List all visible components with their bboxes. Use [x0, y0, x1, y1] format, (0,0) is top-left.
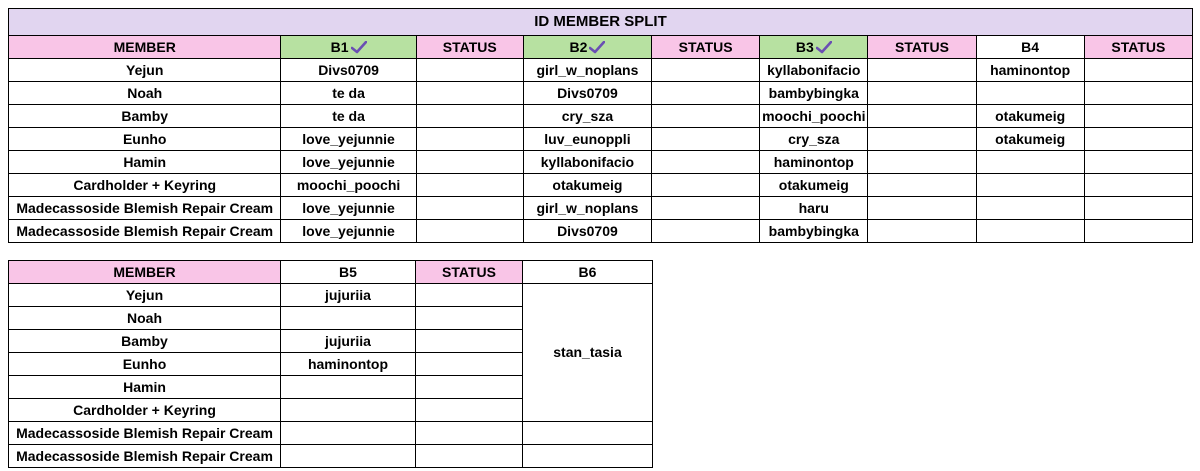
b6-cell[interactable] [523, 422, 653, 445]
b2-cell[interactable]: kyllabonifacio [523, 151, 651, 174]
b3-cell[interactable]: kyllabonifacio [760, 59, 868, 82]
status-cell[interactable] [652, 82, 760, 105]
b4-cell[interactable] [976, 197, 1084, 220]
status-cell[interactable] [652, 128, 760, 151]
status-cell[interactable] [416, 151, 523, 174]
header-b2[interactable] [523, 36, 651, 59]
status-cell[interactable] [652, 105, 760, 128]
status-cell[interactable] [652, 151, 760, 174]
member-cell[interactable]: Noah [9, 82, 281, 105]
b2-cell[interactable]: otakumeig [523, 174, 651, 197]
member-cell[interactable]: Madecassoside Blemish Repair Cream [9, 220, 281, 243]
status-cell[interactable] [416, 128, 523, 151]
status-cell[interactable] [868, 105, 976, 128]
table-row [9, 128, 1193, 151]
status-cell[interactable] [416, 59, 523, 82]
status-cell[interactable] [1084, 197, 1192, 220]
b5-cell[interactable] [281, 307, 416, 330]
status-cell[interactable] [416, 105, 523, 128]
member-cell[interactable]: Yejun [9, 59, 281, 82]
b3-cell[interactable]: haru [760, 197, 868, 220]
status-cell[interactable] [652, 197, 760, 220]
b6-cell[interactable]: stan_tasia [523, 284, 653, 422]
status-cell[interactable] [868, 220, 976, 243]
status-cell[interactable] [416, 422, 523, 445]
member-cell[interactable]: Bamby [9, 105, 281, 128]
member-cell[interactable]: Hamin [9, 376, 281, 399]
status-cell[interactable] [416, 174, 523, 197]
b3-cell[interactable]: otakumeig [760, 174, 868, 197]
member-cell[interactable]: Eunho [9, 128, 281, 151]
status-cell[interactable] [868, 59, 976, 82]
b4-cell[interactable] [976, 151, 1084, 174]
b5-cell[interactable]: jujuriia [281, 330, 416, 353]
status-cell[interactable] [416, 82, 523, 105]
b5-cell[interactable] [281, 399, 416, 422]
b1-cell[interactable]: love_yejunnie [281, 128, 416, 151]
b2-cell[interactable]: girl_w_noplans [523, 59, 651, 82]
status-cell[interactable] [868, 174, 976, 197]
b1-cell[interactable]: love_yejunnie [281, 197, 416, 220]
check-icon [816, 41, 832, 54]
title-row [9, 9, 1193, 36]
b1-cell[interactable]: te da [281, 105, 416, 128]
member-cell[interactable]: Eunho [9, 353, 281, 376]
b5-cell[interactable] [281, 445, 416, 468]
check-icon [351, 41, 367, 54]
status-cell[interactable] [1084, 128, 1192, 151]
status-cell[interactable] [416, 445, 523, 468]
b5-cell[interactable] [281, 376, 416, 399]
member-cell[interactable]: Noah [9, 307, 281, 330]
header-b2-label: B2 [569, 38, 588, 55]
header-status[interactable]: STATUS [416, 261, 523, 284]
member-cell[interactable]: Madecassoside Blemish Repair Cream [9, 197, 281, 220]
header-status-3[interactable]: STATUS [868, 36, 976, 59]
status-cell[interactable] [1084, 220, 1192, 243]
status-cell[interactable] [416, 284, 523, 307]
member-cell[interactable]: Cardholder + Keyring [9, 399, 281, 422]
header-b1[interactable] [281, 36, 416, 59]
status-cell[interactable] [868, 128, 976, 151]
b1-cell[interactable]: love_yejunnie [281, 220, 416, 243]
member-cell[interactable]: Bamby [9, 330, 281, 353]
table-row [9, 197, 1193, 220]
table-row [9, 59, 1193, 82]
b2-cell[interactable]: Divs0709 [523, 82, 651, 105]
b1-cell[interactable]: moochi_poochi [281, 174, 416, 197]
member-cell[interactable]: Cardholder + Keyring [9, 174, 281, 197]
b4-cell[interactable]: otakumeig [976, 128, 1084, 151]
header-b1-label: B1 [330, 38, 349, 55]
status-cell[interactable] [652, 174, 760, 197]
b1-cell[interactable]: te da [281, 82, 416, 105]
b4-cell[interactable]: haminontop [976, 59, 1084, 82]
header-b3[interactable] [760, 36, 868, 59]
table-row [9, 220, 1193, 243]
b4-cell[interactable] [976, 82, 1084, 105]
table-row [9, 445, 653, 468]
b2-cell[interactable]: cry_sza [523, 105, 651, 128]
status-cell[interactable] [416, 353, 523, 376]
table-row [9, 284, 653, 307]
member-cell[interactable]: Madecassoside Blemish Repair Cream [9, 445, 281, 468]
b4-cell[interactable]: otakumeig [976, 105, 1084, 128]
status-cell[interactable] [868, 82, 976, 105]
status-cell[interactable] [416, 330, 523, 353]
b4-cell[interactable] [976, 174, 1084, 197]
header-status-1[interactable]: STATUS [416, 36, 523, 59]
b3-cell[interactable]: haminontop [760, 151, 868, 174]
status-cell[interactable] [1084, 151, 1192, 174]
status-cell[interactable] [1084, 59, 1192, 82]
member-cell[interactable]: Hamin [9, 151, 281, 174]
table-row [9, 422, 653, 445]
b5-cell[interactable]: haminontop [281, 353, 416, 376]
status-cell[interactable] [416, 307, 523, 330]
status-cell[interactable] [652, 220, 760, 243]
header-b4[interactable]: B4 [976, 36, 1084, 59]
header-b3-label: B3 [795, 38, 814, 55]
b3-cell[interactable]: bambybingka [760, 82, 868, 105]
id-member-split-table [8, 8, 1193, 243]
status-cell[interactable] [416, 376, 523, 399]
b5-cell[interactable]: jujuriia [281, 284, 416, 307]
b2-cell[interactable]: Divs0709 [523, 220, 651, 243]
header-status-4[interactable]: STATUS [1084, 36, 1192, 59]
b1-cell[interactable]: Divs0709 [281, 59, 416, 82]
b6-cell[interactable] [523, 445, 653, 468]
b3-cell[interactable]: cry_sza [760, 128, 868, 151]
b2-cell[interactable]: luv_eunoppli [523, 128, 651, 151]
table-title[interactable]: ID MEMBER SPLIT [9, 9, 1193, 36]
status-cell[interactable] [652, 59, 760, 82]
b2-cell[interactable]: girl_w_noplans [523, 197, 651, 220]
b4-cell[interactable] [976, 220, 1084, 243]
b5-cell[interactable] [281, 422, 416, 445]
status-cell[interactable] [1084, 105, 1192, 128]
status-cell[interactable] [416, 197, 523, 220]
table-row [9, 105, 1193, 128]
header-member[interactable]: MEMBER [9, 261, 281, 284]
b5-b6-table [8, 260, 653, 468]
status-cell[interactable] [868, 197, 976, 220]
member-cell[interactable]: Yejun [9, 284, 281, 307]
header-status-2[interactable]: STATUS [652, 36, 760, 59]
table-row [9, 82, 1193, 105]
header-b6[interactable]: B6 [523, 261, 653, 284]
check-icon [589, 41, 605, 54]
table-row [9, 151, 1193, 174]
b1-cell[interactable]: love_yejunnie [281, 151, 416, 174]
header-row [9, 261, 653, 284]
status-cell[interactable] [868, 151, 976, 174]
b3-cell[interactable]: bambybingka [760, 220, 868, 243]
b3-cell[interactable]: moochi_poochi [760, 105, 868, 128]
header-row [9, 36, 1193, 59]
status-cell[interactable] [1084, 82, 1192, 105]
header-member[interactable]: MEMBER [9, 36, 281, 59]
member-cell[interactable]: Madecassoside Blemish Repair Cream [9, 422, 281, 445]
table-row [9, 174, 1193, 197]
status-cell[interactable] [1084, 174, 1192, 197]
status-cell[interactable] [416, 220, 523, 243]
header-b5[interactable]: B5 [281, 261, 416, 284]
status-cell[interactable] [416, 399, 523, 422]
